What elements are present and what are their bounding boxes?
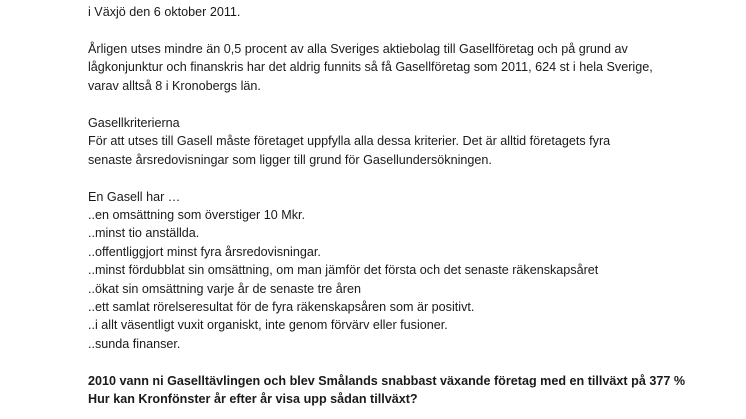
spacer	[88, 95, 728, 114]
intro-line-1: Årligen utses mindre än 0,5 procent av alla Sveriges aktiebolag till Gasellföretag och på grund av	[88, 42, 628, 56]
closing-line-1: 2010 vann ni Gaselltävlingen och blev Smålands snabbast växande företag med en tillväxt på 377 %	[88, 373, 686, 388]
spacer	[88, 353, 728, 372]
spacer	[88, 169, 728, 188]
criteria-list	[88, 206, 728, 353]
criteria-paragraph	[88, 132, 728, 169]
gasell-intro: En Gasell har …	[88, 189, 181, 204]
intro-line-3: varav alltså 8 i Kronobergs län.	[88, 78, 261, 93]
closing-line-2: Hur kan Kronfönster år efter år visa upp sådan tillväxt?	[88, 392, 418, 407]
intro-line-2: lågkonjunktur och finanskris har det aldrig funnits så få Gasellföretag som 2011, 624 st i hela Sverige,	[88, 60, 653, 75]
list-item: ..minst tio anställda.	[88, 226, 200, 241]
document-page	[88, 0, 728, 409]
closing-bold-paragraph	[88, 372, 728, 409]
criteria-line-2: senaste årsredovisningar som ligger till grund för Gasellundersökningen.	[88, 152, 492, 167]
list-item: ..i allt väsentligt vuxit organiskt, inte genom förvärv eller fusioner.	[88, 318, 448, 333]
list-item: ..offentliggjort minst fyra årsredovisningar.	[88, 244, 321, 259]
list-item: ..ett samlat rörelseresultat för de fyra räkenskapsåren som är positivt.	[88, 300, 475, 315]
list-item: ..sunda finanser.	[88, 336, 181, 351]
list-item: ..minst fördubblat sin omsättning, om man jämför det första och det senaste räkenskapsåret	[88, 263, 599, 278]
spacer	[88, 21, 728, 40]
dateline: i Växjö den 6 oktober 2011.	[88, 5, 241, 19]
list-item: ..en omsättning som överstiger 10 Mkr.	[88, 208, 305, 223]
criteria-heading: Gasellkriterierna	[88, 115, 180, 130]
list-item: ..ökat sin omsättning varje år de senaste tre åren	[88, 281, 362, 296]
intro-paragraph	[88, 40, 728, 95]
criteria-line-1: För att utses till Gasell måste företaget uppfylla alla dessa kriterier. Det är alltid företagets fyra	[88, 134, 611, 149]
